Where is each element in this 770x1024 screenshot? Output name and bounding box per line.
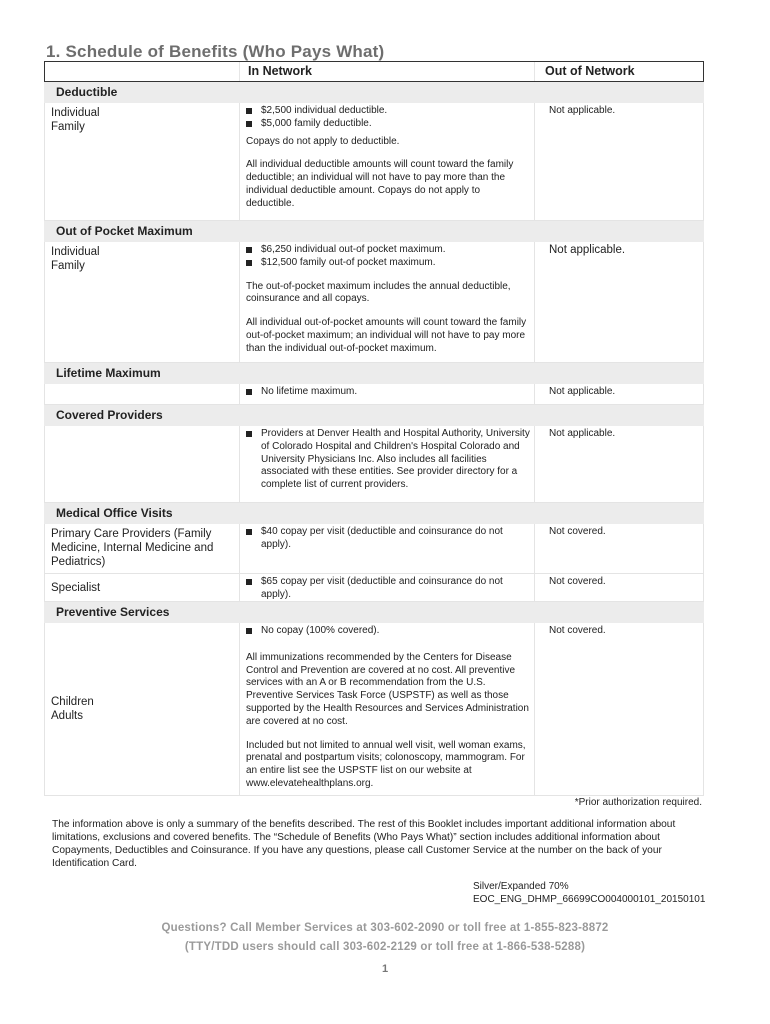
bullet-icon <box>246 579 252 585</box>
out-of-network-cell: Not covered. <box>534 574 703 601</box>
section-preventive-heading: Preventive Services <box>44 602 704 623</box>
row-label <box>45 426 239 502</box>
paragraph: All immunizations recommended by the Centers for Disease Control and Prevention are covered at no cost. All preventive services with an A or B recommendation from the U.S. Preventive Services Task Force (USPSTF) as well as those supported by the Health Resources and Services Administration are covered at no cost. <box>246 651 529 727</box>
table-row <box>44 426 704 503</box>
table-row <box>44 524 704 574</box>
list-item: $65 copay per visit (deductible and coinsurance do not apply). <box>246 576 530 602</box>
row-label <box>45 242 239 362</box>
bullet-icon <box>246 628 252 634</box>
in-network-cell <box>239 426 534 502</box>
row-label-specialist: Specialist <box>51 582 101 594</box>
bullet-icon <box>246 247 252 253</box>
paragraph: Included but not limited to annual well visit, well woman exams, prenatal and postpartum visits; colonoscopy, mammogram. For an entire list see the USPSTF list on our website at www.elevatehealthplans.org. <box>246 739 526 789</box>
plan-name: Silver/Expanded 70% <box>473 881 569 892</box>
table-row <box>44 242 704 363</box>
header-blank <box>45 62 239 81</box>
list-item: $40 copay per visit (deductible and coinsurance do not apply). <box>246 526 530 552</box>
out-of-network-cell: Not covered. <box>534 623 703 795</box>
summary-paragraph: The information above is only a summary of the benefits described. The rest of this Booklet includes important additional information about limitations, exclusions and covered benefits. The “Schedule of Benefits (Who Pays What)” section includes additional information about Copayments, Deductibles and Coinsurance. If you have any questions, please call Customer Service at the number on the back of your Identification Card. <box>52 819 676 869</box>
row-label <box>45 384 239 404</box>
table-row <box>44 384 704 405</box>
paragraph: The out-of-pocket maximum includes the annual deductible, coinsurance and all copays. <box>246 280 511 305</box>
label-individual: Individual <box>51 246 100 258</box>
row-label <box>45 623 239 795</box>
table-header <box>44 61 704 82</box>
paragraph: All individual deductible amounts will count toward the family deductible; an individual will not have to pay more than the individual deductible amount. Copays do not apply to deductible. <box>246 159 514 209</box>
table-row <box>44 623 704 796</box>
list-item: Providers at Denver Health and Hospital Authority, University of Colorado Hospital and Children's Hospital Colorado and University Physicians Inc. Also includes all facilities associated with these entities. See provider directory for a complete list of current providers. <box>246 428 530 492</box>
row-label <box>45 103 239 220</box>
page-title: 1. Schedule of Benefits (Who Pays What) <box>46 42 385 61</box>
out-of-network-cell: Not applicable. <box>534 103 703 220</box>
paragraph: Copays do not apply to deductible. <box>246 135 400 147</box>
label-family: Family <box>51 260 85 272</box>
in-network-cell <box>239 242 534 362</box>
in-network-cell <box>239 623 534 795</box>
section-oop-heading: Out of Pocket Maximum <box>44 221 704 242</box>
section-deductible-heading: Deductible <box>44 82 704 103</box>
bullet-icon <box>246 529 252 535</box>
plan-info <box>473 881 705 906</box>
list-item: $12,500 family out-of pocket maximum. <box>246 257 530 270</box>
header-out-of-network: Out of Network <box>534 62 703 81</box>
table-row <box>44 103 704 221</box>
in-network-cell <box>239 384 534 404</box>
in-network-cell <box>239 574 534 601</box>
list-item: $2,500 individual deductible. <box>246 105 530 118</box>
out-of-network-cell: Not covered. <box>534 524 703 573</box>
paragraph: All individual out-of-pocket amounts will count toward the family out-of-pocket maximum; an individual will not have to pay more than the individual out-of-pocket maximum. <box>246 317 527 354</box>
table-row <box>44 574 704 602</box>
bullet-icon <box>246 260 252 266</box>
section-providers-heading: Covered Providers <box>44 405 704 426</box>
in-network-cell <box>239 103 534 220</box>
footer-contact-line: Questions? Call Member Services at 303-602-2090 or toll free at 1-855-823-8872 <box>161 922 609 934</box>
header-in-network: In Network <box>239 62 534 81</box>
list-item: No lifetime maximum. <box>246 386 530 399</box>
plan-code: EOC_ENG_DHMP_66699CO004000101_20150101 <box>473 893 706 905</box>
bullet-icon <box>246 108 252 114</box>
bullet-icon <box>246 389 252 395</box>
label-family: Family <box>51 121 85 133</box>
in-network-cell <box>239 524 534 573</box>
footer-tty-line: (TTY/TDD users should call 303-602-2129 or toll free at 1-866-538-5288) <box>184 941 586 953</box>
list-item: $5,000 family deductible. <box>246 118 530 131</box>
page-number: 1 <box>381 963 389 975</box>
bullet-icon <box>246 121 252 127</box>
out-of-network-cell: Not applicable. <box>534 242 703 362</box>
benefits-table <box>44 61 704 796</box>
label-individual: Individual <box>51 107 100 119</box>
row-label-pcp: Primary Care Providers (Family Medicine, Internal Medicine and Pediatrics) <box>51 528 214 568</box>
label-children: Children <box>51 696 94 708</box>
bullet-icon <box>246 431 252 437</box>
list-item: No copay (100% covered). <box>246 625 530 638</box>
out-of-network-cell: Not applicable. <box>534 426 703 502</box>
label-adults: Adults <box>51 710 83 722</box>
prior-authorization-note: *Prior authorization required. <box>574 797 702 808</box>
section-lifetime-heading: Lifetime Maximum <box>44 363 704 384</box>
list-item: $6,250 individual out-of pocket maximum. <box>246 244 530 257</box>
out-of-network-cell: Not applicable. <box>534 384 703 404</box>
section-office-heading: Medical Office Visits <box>44 503 704 524</box>
